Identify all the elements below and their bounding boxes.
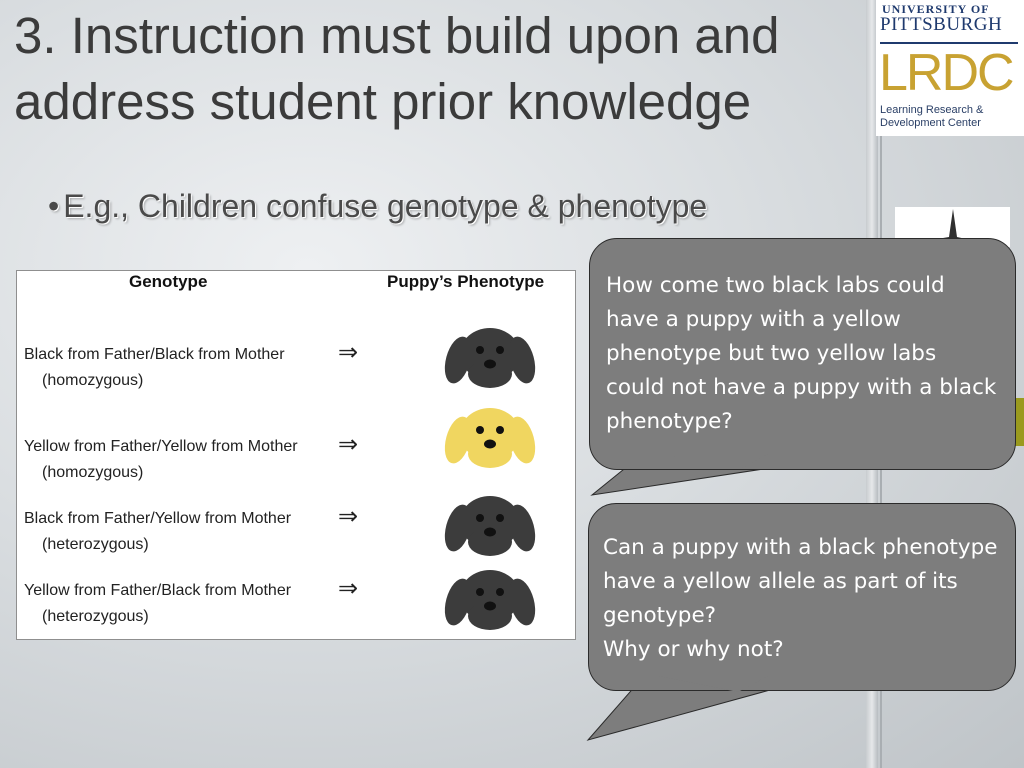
speech-bubble-tail-fill	[588, 676, 778, 706]
arrow-icon: ⇒	[338, 431, 359, 458]
question-text: Can a puppy with a black phenotype have a yellow allele as part of its genotype?	[603, 535, 998, 628]
arrow-icon: ⇒	[338, 503, 359, 530]
zygosity-label: (homozygous)	[42, 372, 144, 389]
table-row	[24, 578, 291, 630]
university-logo	[876, 0, 1024, 136]
zygosity-label: (heterozygous)	[42, 536, 149, 553]
column-header-genotype: Genotype	[129, 272, 208, 291]
bullet-text: E.g., Children confuse genotype & phenotype	[63, 188, 708, 224]
zygosity-label: (heterozygous)	[42, 608, 149, 625]
column-header-phenotype: Puppy’s Phenotype	[387, 272, 545, 291]
table-row	[24, 342, 285, 394]
question-text: Why or why not?	[603, 637, 784, 662]
table-row	[24, 506, 291, 558]
speech-bubble-question-1	[589, 238, 1016, 470]
speech-bubble-tail-fill	[592, 454, 782, 484]
logo-university-name: PITTSBURGH	[880, 14, 1003, 35]
slide-title: 3. Instruction must build upon and address student prior knowledge	[14, 7, 780, 130]
speech-bubble-question-2	[588, 503, 1016, 691]
genotype-label: Black from Father/Yellow from Mother	[24, 510, 292, 527]
yellow-puppy-icon	[438, 404, 542, 470]
bullet-point	[48, 188, 707, 225]
genotype-label: Yellow from Father/Yellow from Mother	[24, 438, 298, 455]
genotype-label: Black from Father/Black from Mother	[24, 346, 285, 363]
arrow-icon: ⇒	[338, 339, 359, 366]
black-puppy-icon	[438, 566, 542, 632]
black-puppy-icon	[438, 324, 542, 390]
table-row	[24, 434, 298, 486]
logo-acronym: LRDC	[879, 44, 1013, 102]
arrow-icon: ⇒	[338, 575, 359, 602]
zygosity-label: (homozygous)	[42, 464, 144, 481]
black-puppy-icon	[438, 492, 542, 558]
bullet-icon: •	[48, 188, 60, 224]
logo-center-name: Learning Research & Development Center	[880, 104, 984, 129]
logo-university-label: UNIVERSITY OF	[882, 2, 990, 16]
question-text: How come two black labs could have a puppy with a yellow phenotype but two yellow labs could not have a puppy with a black phenotype?	[606, 273, 997, 434]
genotype-label: Yellow from Father/Black from Mother	[24, 582, 292, 599]
